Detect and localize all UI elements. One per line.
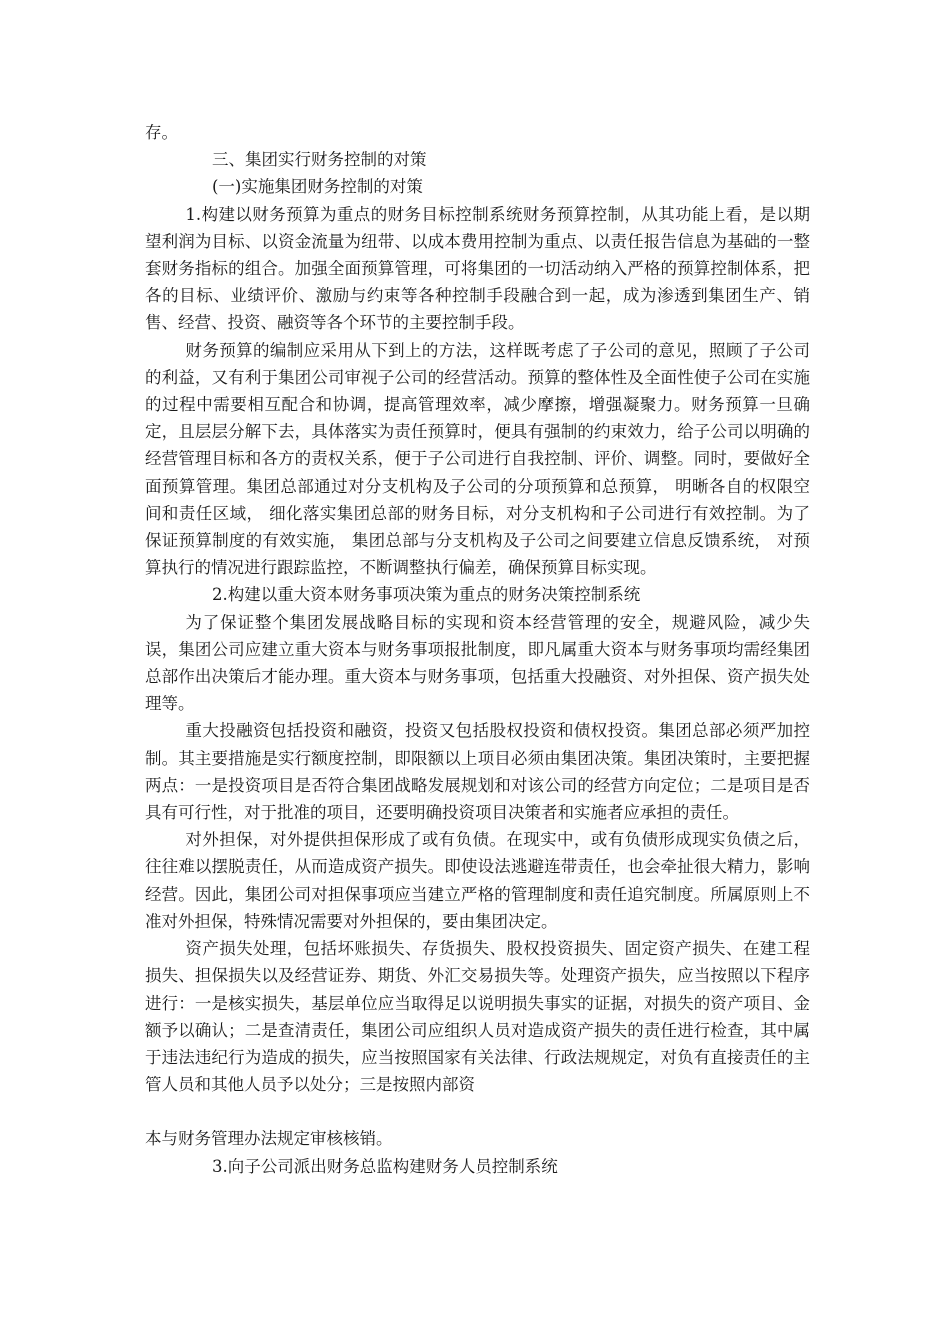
document-page — [145, 119, 810, 1180]
paragraph: 为了保证整个集团发展战略目标的实现和资本经营管理的安全，规避风险，减少失误，集团公司应建立重大资本与财务事项报批制度，即凡属重大资本与财务事项均需经集团总部作出决策后才能办理。重大资本与财务事项，包括重大投融资、对外担保、资产损失处理等。 — [145, 612, 810, 714]
paragraph-continuation: 本与财务管理办法规定审核核销。 — [145, 1129, 393, 1149]
paragraph: 资产损失处理，包括坏账损失、存货损失、股权投资损失、固定资产损失、在建工程损失、担保损失以及经营证券、期货、外汇交易损失等。处理资产损失，应当按照以下程序进行：一是核实损失，基层单位应当取得足以说明损失事实的证据，对损失的资产项目、金额予以确认；二是查清责任，集团公司应组织人员对造成资产损失的责任进行检查，其中属于违法违纪行为造成的损失，应当按照国家有关法律、行政法规规定，对负有直接责任的主管人员和其他人员予以处分；三是按照内部资 — [145, 939, 810, 1095]
paragraph: 重大投融资包括投资和融资，投资又包括股权投资和债权投资。集团总部必须严加控制。其主要措施是实行额度控制，即限额以上项目必须由集团决策。集团决策时，主要把握两点：一是投资项目是否符合集团战略发展规划和对该公司的经营方向定位；二是项目是否具有可行性，对于批准的项目，还要明确投资项目决策者和实施者应承担的责任。 — [145, 721, 810, 823]
paragraph: 1.构建以财务预算为重点的财务目标控制系统财务预算控制，从其功能上看，是以期望利润为目标、以资金流量为纽带、以成本费用控制为重点、以责任报告信息为基础的一整套财务指标的组合。加强全面预算管理，可将集团的一切活动纳入严格的预算控制体系，把各的目标、业绩评价、激励与约束等各种控制手段融合到一起，成为渗透到集团生产、销售、经营、投资、融资等各个环节的主要控制手段。 — [145, 204, 810, 333]
subsection-heading: (一)实施集团财务控制的对策 — [212, 177, 423, 197]
paragraph: 对外担保，对外提供担保形成了或有负债。在现实中，或有负债形成现实负债之后，往往难以摆脱责任，从而造成资产损失。即使设法逃避连带责任，也会牵扯很大精力，影响经营。因此，集团公司对担保事项应当建立严格的管理制度和责任追究制度。所属原则上不准对外担保，特殊情况需要对外担保的，要由集团决定。 — [145, 830, 810, 931]
paragraph-fragment: 存。 — [145, 123, 178, 142]
page-break-gap — [145, 1098, 810, 1125]
item-heading: 2.构建以重大资本财务事项决策为重点的财务决策控制系统 — [212, 585, 641, 605]
item-heading: 3.向子公司派出财务总监构建财务人员控制系统 — [212, 1156, 558, 1176]
paragraph: 财务预算的编制应采用从下到上的方法，这样既考虑了子公司的意见，照顾了子公司的利益，又有利于集团公司审视子公司的经营活动。预算的整体性及全面性使子公司在实施的过程中需要相互配合和协调，提高管理效率，减少摩擦，增强凝聚力。财务预算一旦确定，且层层分解下去，具体落实为责任预算时，便具有强制的约束效力，给子公司以明确的经营管理目标和各方的责权关系，便于子公司进行自我控制、评价、调整。同时，要做好全面预算管理。集团总部通过对分支机构及子公司的分项预算和总预算， 明晰各自的权限空间和责任区域， 细化落实集团总部的财务目标，对分支机构和子公司进行有效控制。为了保证预算制度的有效实施， 集团总部与分支机构及子公司之间要建立信息反馈系统， 对预算执行的情况进行跟踪监控，不断调整执行偏差，确保预算目标实现。 — [145, 340, 810, 578]
section-heading: 三、集团实行财务控制的对策 — [212, 150, 427, 170]
